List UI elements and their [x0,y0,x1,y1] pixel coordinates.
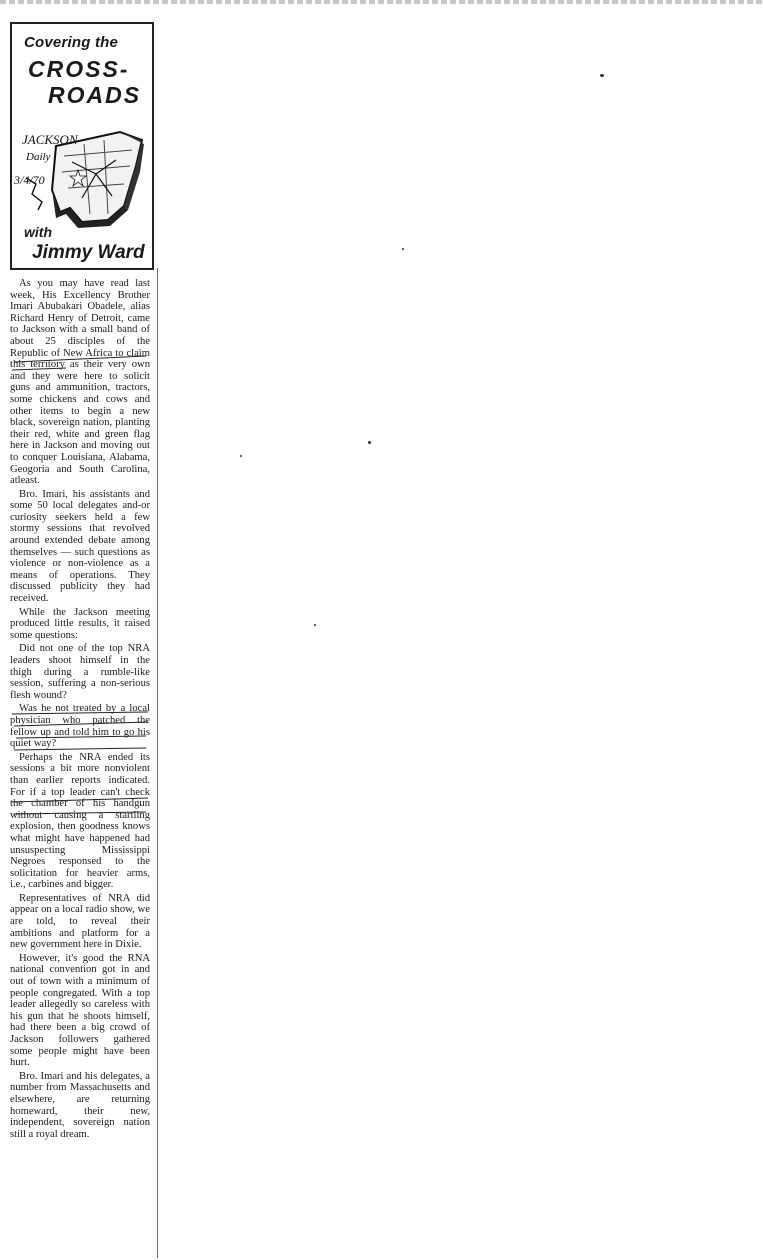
article-paragraph-5: Was he not treated by a local physician who patched the fellow up and told him to go his quiet way? [10,703,150,750]
article-paragraph-9: Bro. Imari and his delegates, a number from Massachusetts and elsewhere, are returning homeward, their new, independent, sovereign nation still a royal dream. [10,1070,150,1140]
article-body [10,278,150,1142]
column-masthead [10,22,154,270]
article-paragraph-8: However, it's good the RNA national convention got in and out of town with a minimum of people congregated. With a top leader allegedly so careless with his gun that he shoots himself, had there been a big crowd of Jackson followers gathered some people might have been hurt. [10,952,150,1069]
handwritten-date: 3/4/70 [14,173,45,187]
handwritten-jackson: JACKSON [22,132,78,147]
article-paragraph-1: As you may have read last week, His Excellency Brother Imari Abubakari Obadele, alias Richard Henry of Detroit, came to Jackson with a small band of about 25 disciples of the Republic of New Africa to claim this territory as their very own and they were here to solicit guns and ammunition, tractors, some chickens and cows and other items to begin a new black, sovereign nation, planting their red, white and green flag here in Jackson and moving out to conquer Louisiana, Alabama, Geogoria and South Carolina, atleast. [10,278,150,487]
article-paragraph-2: Bro. Imari, his assistants and some 50 local delegates and-or curiosity seekers held a few stormy sessions that revolved around extended debate among themselves — such questions as violence or non-violence as a means of operations. They discussed publicity they had received. [10,488,150,605]
scan-speck [402,248,404,250]
scan-speck [600,74,604,77]
masthead-covering-the: Covering the [24,34,119,51]
article-paragraph-4: Did not one of the top NRA leaders shoot himself in the thigh during a rumble-like session, suffering a non-serious flesh wound? [10,643,150,701]
newspaper-column [6,22,156,1258]
scan-speck [240,455,242,457]
masthead-author: Jimmy Ward [32,242,145,263]
page-top-border [0,0,763,4]
masthead-roads: ROADS [48,82,142,108]
article-paragraph-3: While the Jackson meeting produced little results, it raised some questions: [10,606,150,641]
scan-speck [368,441,371,444]
crossroads-map-illustration [12,110,152,230]
handwritten-daily: Daily [26,151,51,163]
scan-speck [314,624,316,626]
masthead-with: with [24,224,52,240]
article-paragraph-6: Perhaps the NRA ended its sessions a bit more nonviolent than earlier reports indicated. For if a top leader can't check the chamber of his handgun without causing a startling explosion, then goodness knows what might have happened had unsuspecting Mississippi Negroes responsed to the solicitation for heavier arms, i.e., carbines and bigger. [10,751,150,891]
masthead-cross: CROSS- [28,56,130,82]
article-paragraph-7: Representatives of NRA did appear on a local radio show, we are told, to reveal their ambitions and platform for a new government here in Dixie. [10,892,150,951]
column-rule [157,268,158,1258]
